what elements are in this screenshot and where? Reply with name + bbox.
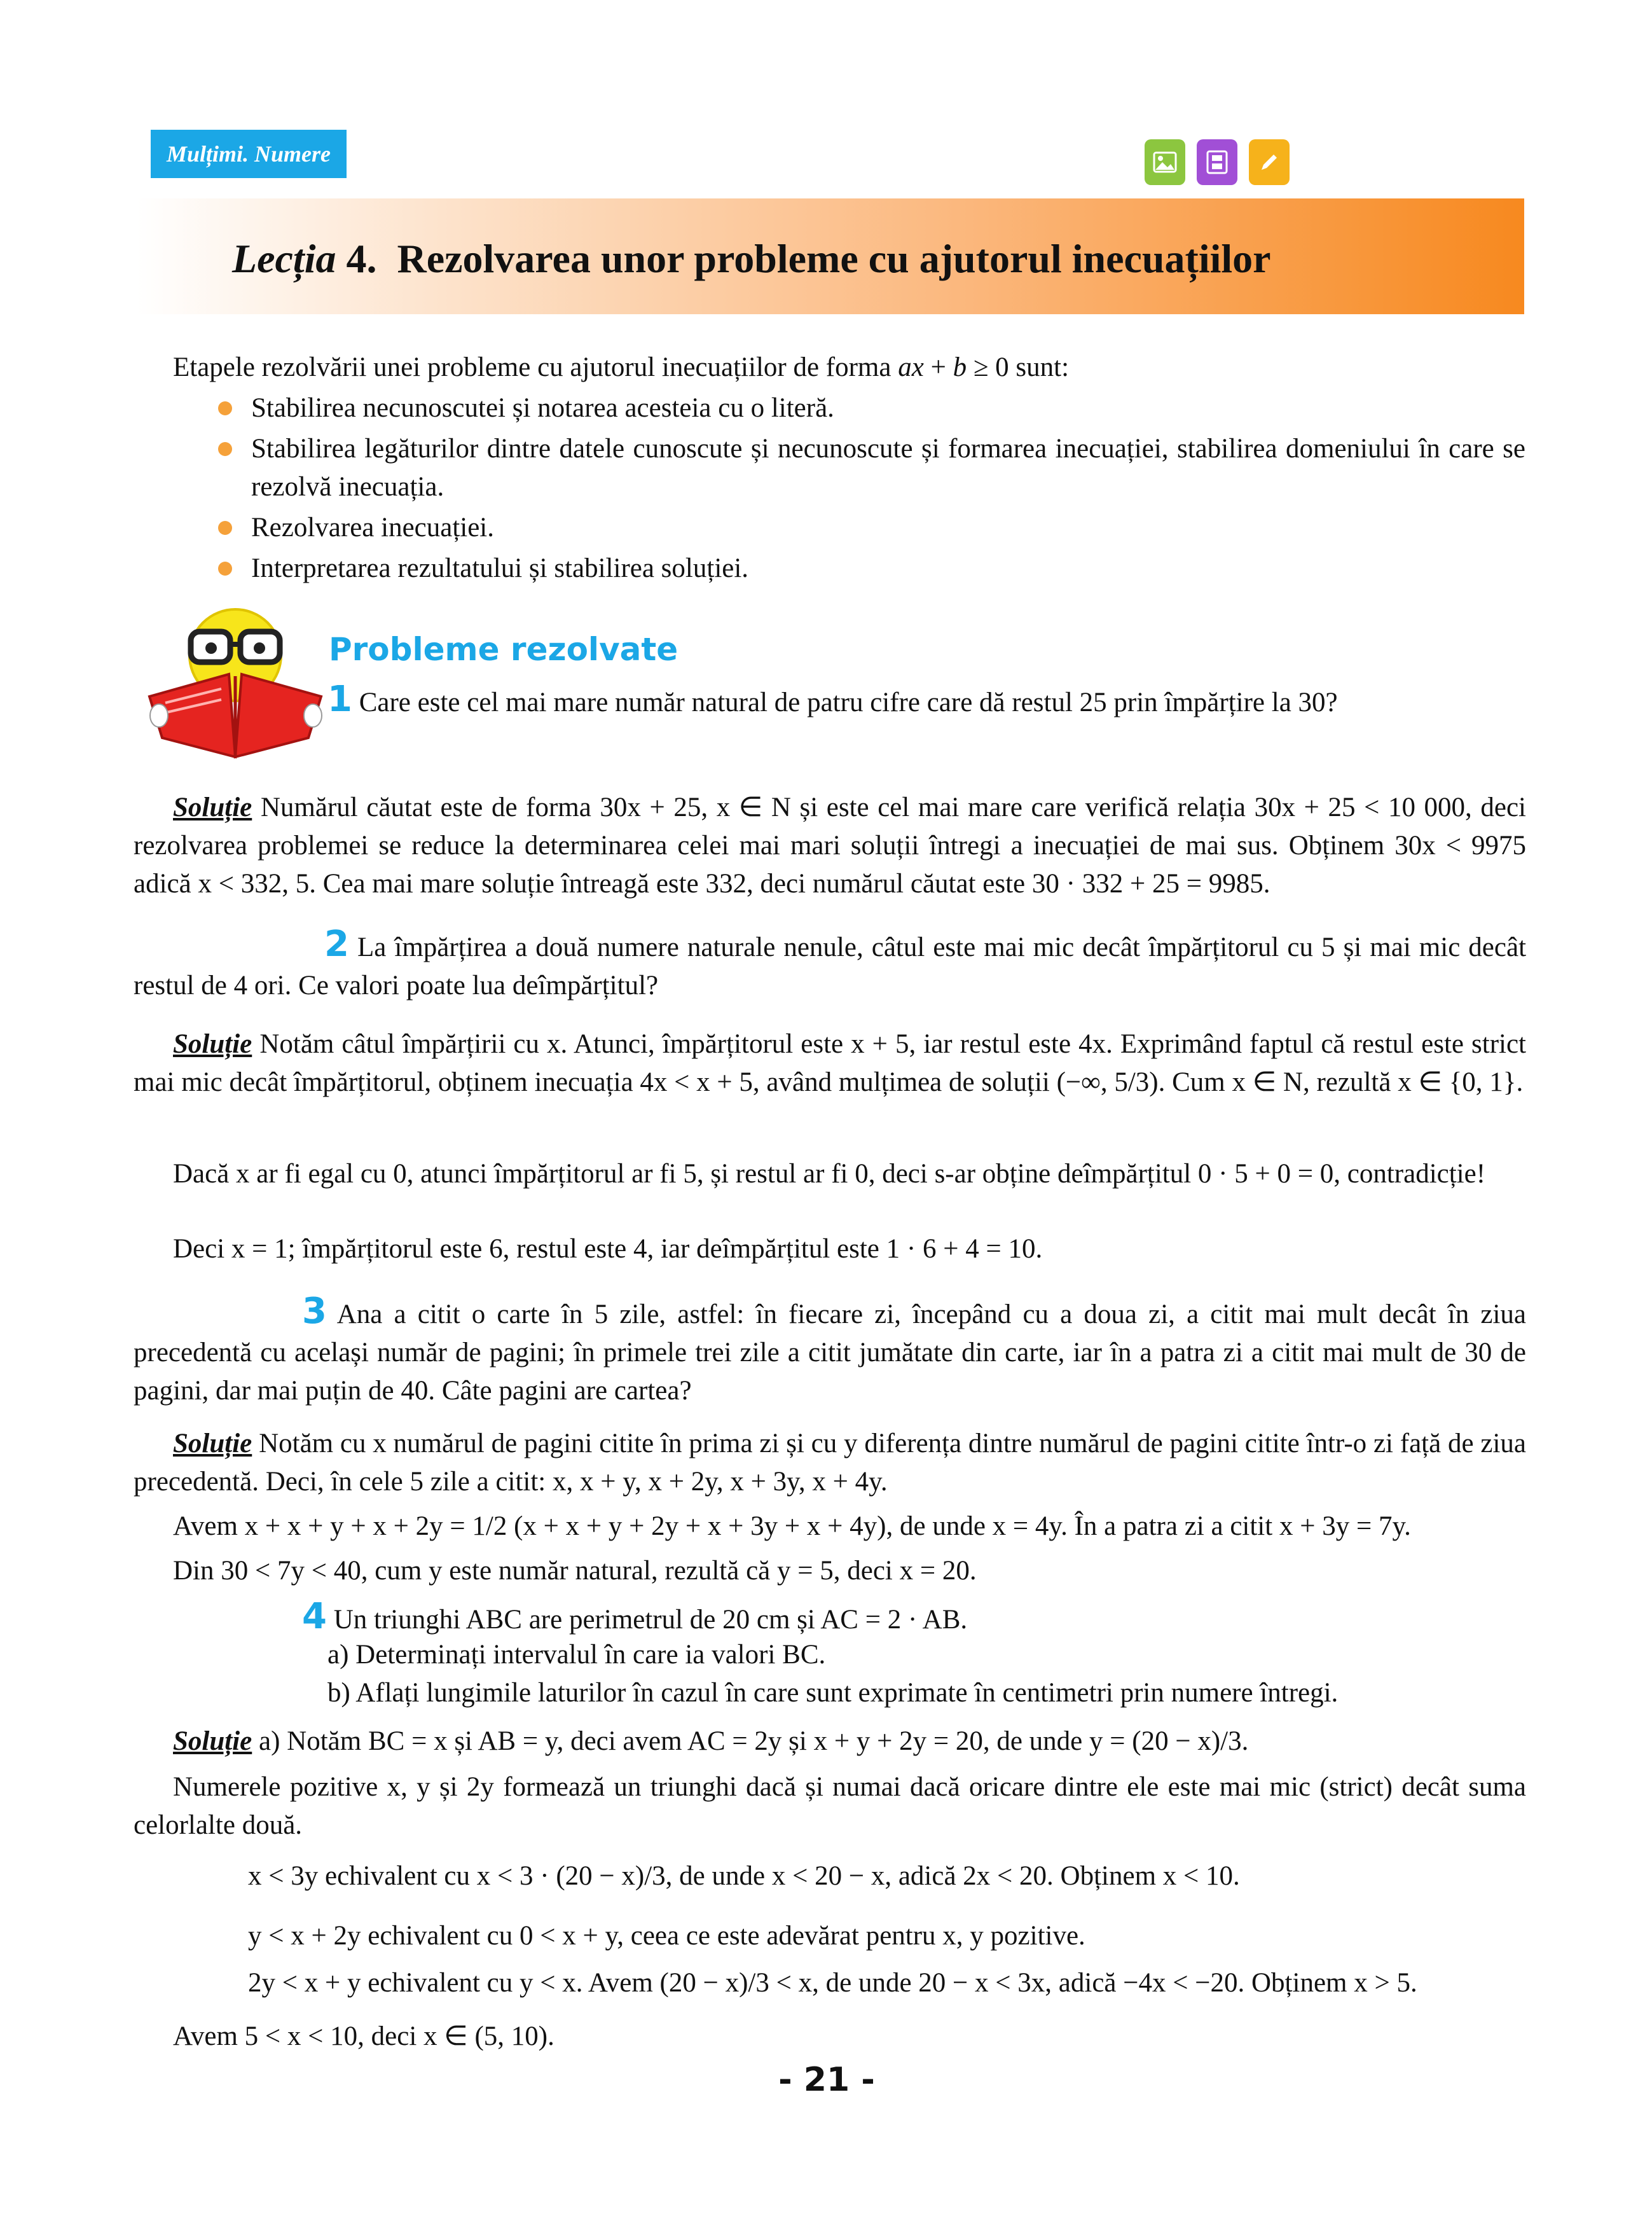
problem-4-part-b: b) Aflați lungimile laturilor în cazul în care sunt exprimate în centimetri prin numere întregi. [327,1678,1339,1708]
problem-2-solution-p2: Dacă x ar fi egal cu 0, atunci împărțitorul ar fi 5, și restul ar fi 0, deci s-ar obține deîmpărțitul 0 · 5 + 0 = 0, contradicție! [173,1159,1486,1189]
list-item: Interpretarea rezultatului și stabilirea soluției. [251,550,1525,588]
problem-1-solution: Soluție Numărul căutat este de forma 30x + 25, x ∈ N și este cel mai mare care verifică relația 30x + 25 < 10 000, deci rezolvarea problemei se reduce la determinarea celei mai mari soluții întregi a inecuației de mai sus. Obținem 30x < 9975 adică x < 332, 5. Cea mai mare soluție întreagă este 332, deci numărul căutat este 30 · 332 + 25 = 9985. [134,793,1526,899]
problem-4-statement: 4 Un triunghi ABC are perimetrul de 20 cm și AC = 2 · AB. [302,1596,968,1637]
problem-3-statement: 3 Ana a citit o carte în 5 zile, astfel: în fiecare zi, începând cu a doua zi, a citit mai mult decât în ziua precedentă cu același număr de pagini; în primele trei zile a citit jumătate din carte, iar în a patra zi a citit mai mult de 30 de pagini, dar mai puțin de 40. Câte pagini are cartea? [134,1291,1526,1406]
list-item: Rezolvarea inecuației. [251,509,1525,547]
list-item: Stabilirea legăturilor dintre datele cunoscute și necunoscute și formarea inecuației, stabilirea domeniului în care se rezolvă inecuația. [251,430,1525,506]
intro-text: Etapele rezolvării unei probleme cu ajutorul inecuațiilor de forma ax + b ≥ 0 sunt: [173,352,1070,382]
problem-4-solution-p3: x < 3y echivalent cu x < 3 · (20 − x)/3, de unde x < 20 − x, adică 2x < 20. Obținem x < 10. [248,1861,1240,1891]
problem-4-solution-p4: y < x + 2y echivalent cu 0 < x + y, ceea ce este adevărat pentru x, y pozitive. [248,1921,1085,1951]
pencil-icon[interactable] [1249,139,1290,185]
problem-4-solution-p5: 2y < x + y echivalent cu y < x. Avem (20 − x)/3 < x, de unde 20 − x < 3x, adică −4x < −20. Obținem x > 5. [248,1968,1417,1998]
problem-3-solution-p3: Din 30 < 7y < 40, cum y este număr natural, rezultă că y = 5, deci x = 20. [173,1556,977,1586]
reading-mascot-illustration [140,595,331,763]
problem-4-part-a: a) Determinați intervalul în care ia valori BC. [327,1640,826,1670]
lesson-title: Lecția 4. Rezolvarea unor probleme cu ajutorul inecuațiilor [232,236,1271,281]
page-number: - 21 - [778,2061,875,2099]
problem-3-solution-p2: Avem x + x + y + x + 2y = 1/2 (x + x + y + 2y + x + 3y + x + 4y), de unde x = 4y. În a patra zi a citit x + 3y = 7y. [173,1511,1411,1541]
problem-2-solution-p3: Deci x = 1; împărțitorul este 6, restul este 4, iar deîmpărțitul este 1 · 6 + 4 = 10. [173,1234,1043,1264]
problem-4-solution-p6: Avem 5 < x < 10, deci x ∈ (5, 10). [173,2021,554,2051]
section-heading: Probleme rezolvate [329,631,678,668]
problem-3-solution: Soluție Notăm cu x numărul de pagini citite în prima zi și cu y diferența dintre numărul de pagini citite într-o zi față de ziua precedentă. Deci, în cele 5 zile a citit: x, x + y, x + 2y, x + 3y, x + 4y. [134,1429,1527,1497]
image-icon[interactable] [1145,139,1185,185]
problem-4-solution: Soluție a) Notăm BC = x și AB = y, deci avem AC = 2y și x + y + 2y = 20, de unde y = (20 − x)/3. [173,1726,1249,1756]
media-icons [1145,139,1290,185]
problem-1-statement: 1 Care este cel mai mare număr natural de patru cifre care dă restul 25 prin împărțire la 30? [327,679,1338,720]
chapter-tag: Mulțimi. Numere [151,130,347,178]
problem-2-statement: 2 La împărțirea a două numere naturale nenule, câtul este mai mic decât împărțitorul cu 5 și mai mic decât restul de 4 ori. Ce valori poate lua deîmpărțitul? [134,924,1527,1001]
problem-2-solution: Soluție Notăm câtul împărțirii cu x. Atunci, împărțitorul este x + 5, iar restul este 4x. Exprimând faptul că restul este strict mai mic decât împărțitorul, obținem inecuația 4x < x + 5, având mulțimea de soluții (−∞, 5/3). Cum x ∈ N, rezultă x ∈ {0, 1}. [134,1029,1527,1097]
problem-4-solution-p2: Numerele pozitive x, y și 2y formează un triunghi dacă și numai dacă oricare dintre ele este mai mic (strict) decât suma celorlalte două. [134,1772,1526,1840]
film-icon[interactable] [1197,139,1237,185]
list-item: Stabilirea necunoscutei și notarea acesteia cu o literă. [251,389,1525,427]
